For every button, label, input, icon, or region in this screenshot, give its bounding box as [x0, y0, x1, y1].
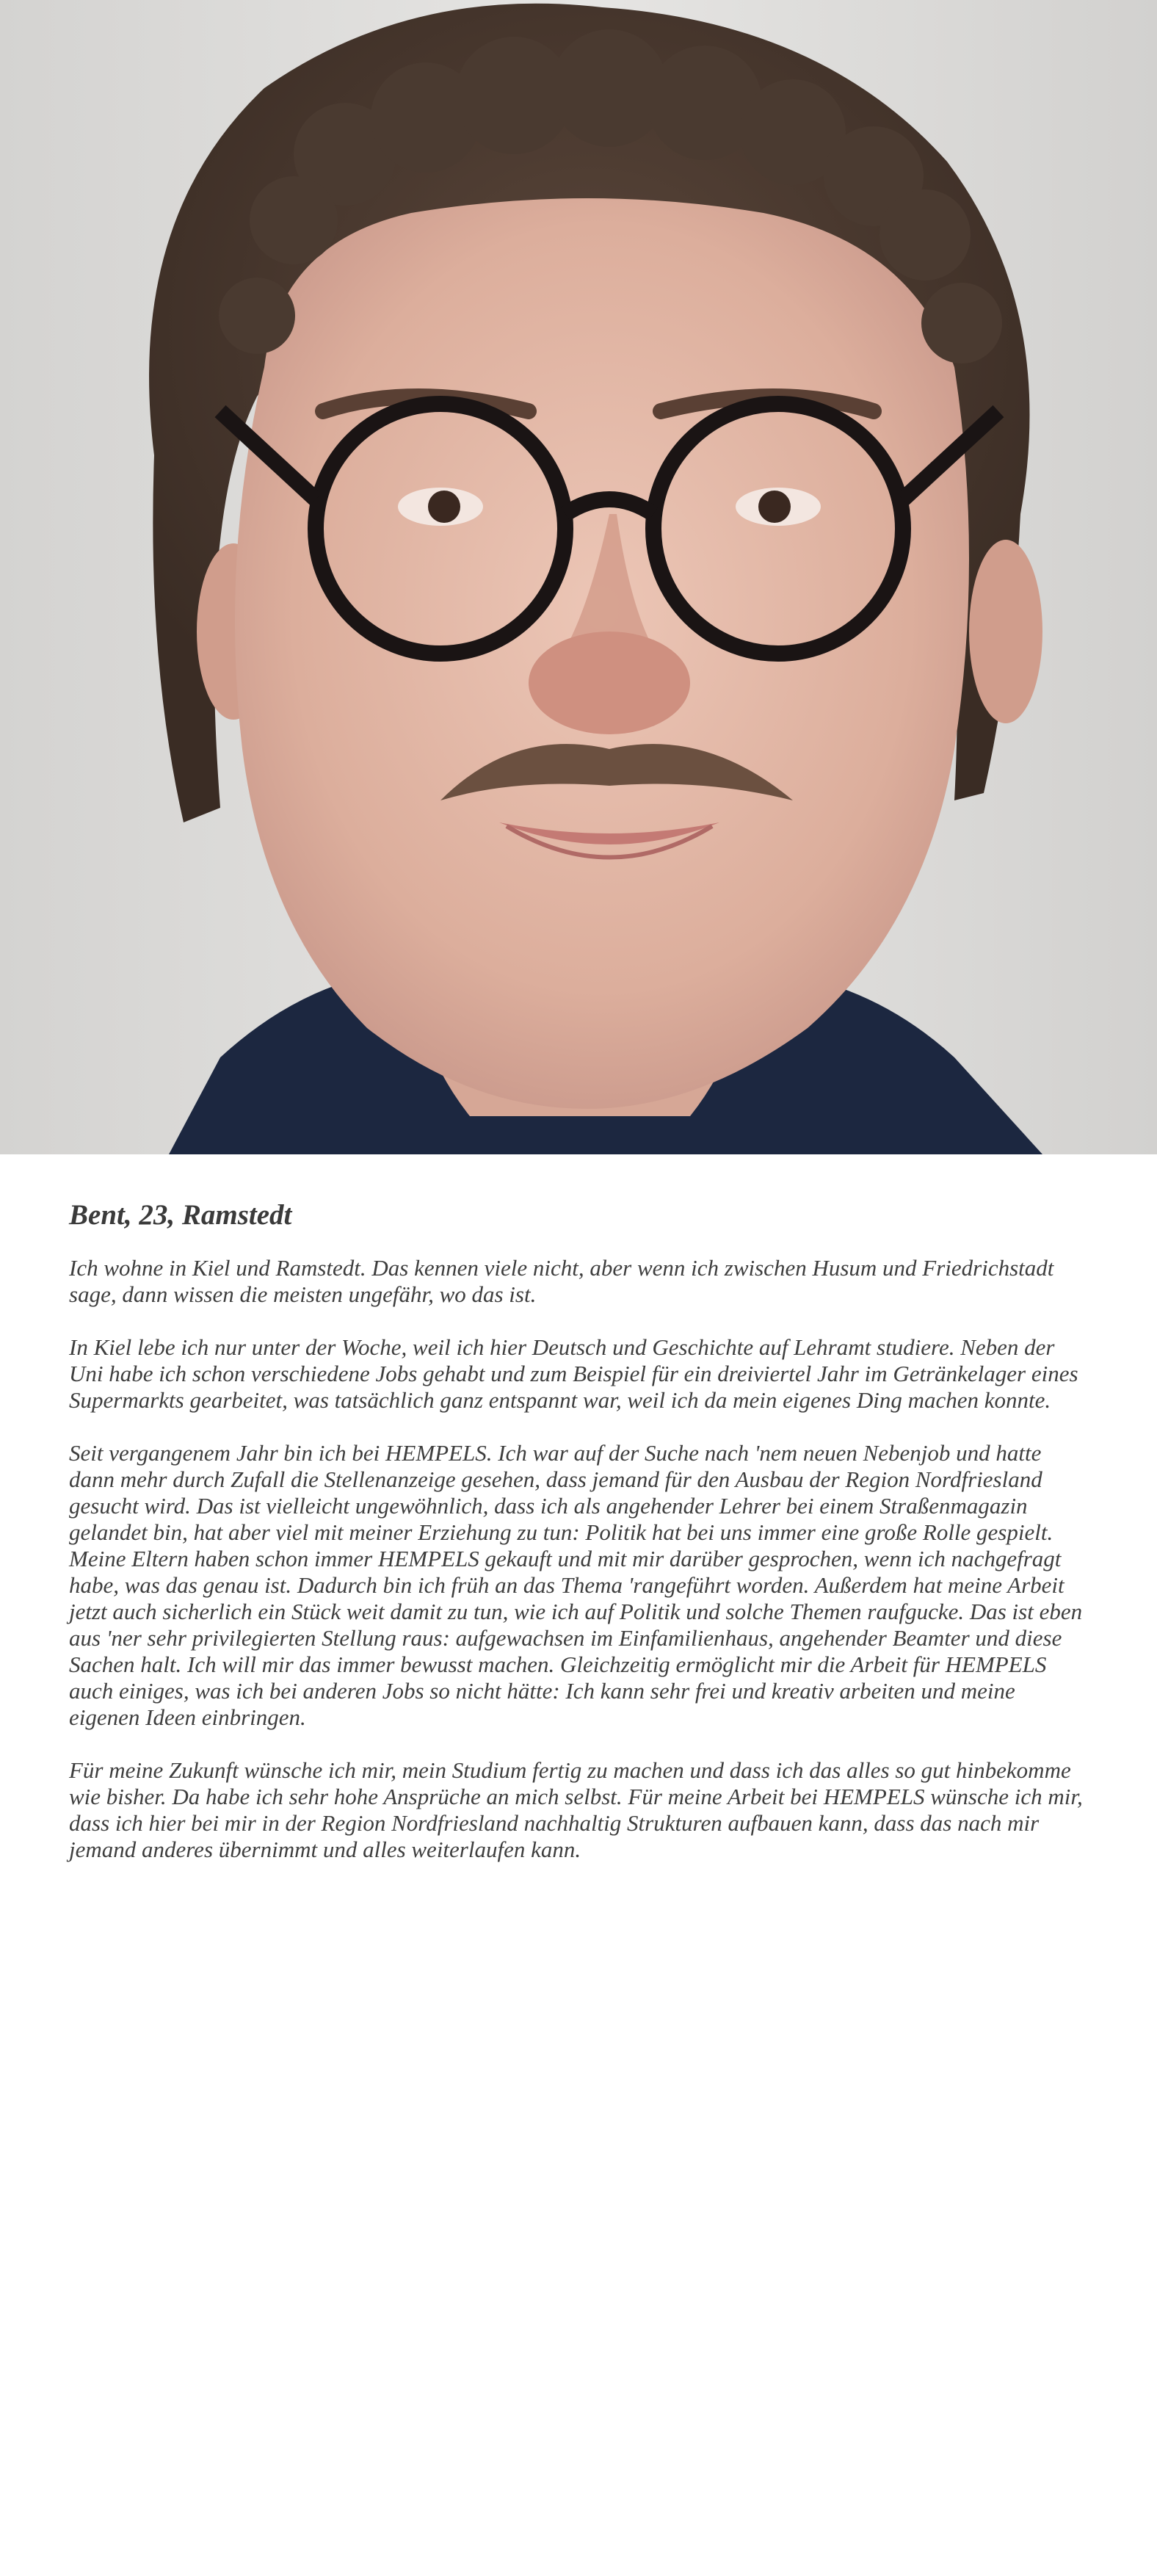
article: [69, 1198, 1089, 1889]
right-ear: [969, 540, 1042, 723]
portrait-photo: [0, 0, 1157, 1154]
left-pupil: [428, 491, 460, 523]
article-paragraph-2: In Kiel lebe ich nur unter der Woche, weil ich hier Deutsch und Geschichte auf Lehramt studiere. Neben der Uni habe ich schon verschiedene Jobs gehabt und zum Beispiel für ein dreiviertel Jahr im Getränkelager eines Supermarkts gearbeitet, was tatsächlich ganz entspannt war, weil ich da mein eigenes Ding machen konnte.: [69, 1334, 1078, 1413]
nose-tip: [529, 632, 690, 734]
article-paragraph-1: Ich wohne in Kiel und Ramstedt. Das kennen viele nicht, aber wenn ich zwischen Husum und Friedrichstadt sage, dann wissen die meisten ungefähr, wo das ist.: [69, 1254, 1054, 1307]
portrait-illustration: [0, 0, 1157, 1154]
article-paragraph-3: Seit vergangenem Jahr bin ich bei HEMPELS. Ich war auf der Suche nach 'nem neuen Nebenjob und hatte dann mehr durch Zufall die Stellenanzeige gesehen, dass jemand für den Ausbau der Region Nordfriesland gesucht wird. Das ist vielleicht ungewöhnlich, dass ich als angehender Lehrer bei einem Straßenmagazin gelandet bin, hat aber viel mit meiner Erziehung zu tun: Politik hat bei uns immer eine große Rolle gespielt. Meine Eltern haben schon immer HEMPELS gekauft und mit mir darüber gesprochen, wenn ich nachgefragt habe, was das genau ist. Dadurch bin ich früh an das Thema 'rangeführt worden. Außerdem hat meine Arbeit jetzt auch sicherlich ein Stück weit damit zu tun, wie ich auf Politik und solche Themen raufgucke. Das ist eben aus 'ner sehr privilegierten Stellung raus: aufgewachsen im Einfamilienhaus, angehender Beamter und diese Sachen halt. Ich will mir das immer bewusst machen. Gleichzeitig ermöglicht mir die Arbeit für HEMPELS auch einiges, was ich bei anderen Jobs so nicht hätte: Ich kann sehr frei und kreativ arbeiten und meine eigenen Ideen einbringen.: [69, 1439, 1083, 1730]
article-title: Bent, 23, Ramstedt: [69, 1199, 292, 1231]
right-pupil: [758, 491, 791, 523]
article-paragraph-4: Für meine Zukunft wünsche ich mir, mein Studium fertig zu machen und dass ich das alles so gut hinbekomme wie bisher. Da habe ich sehr hohe Ansprüche an mich selbst. Für meine Arbeit bei HEMPELS wünsche ich mir, dass ich hier bei mir in der Region Nordfriesland nachhaltig Strukturen aufbauen kann, dass das nach mir jemand anderes übernimmt und alles weiterlaufen kann.: [69, 1756, 1083, 1862]
